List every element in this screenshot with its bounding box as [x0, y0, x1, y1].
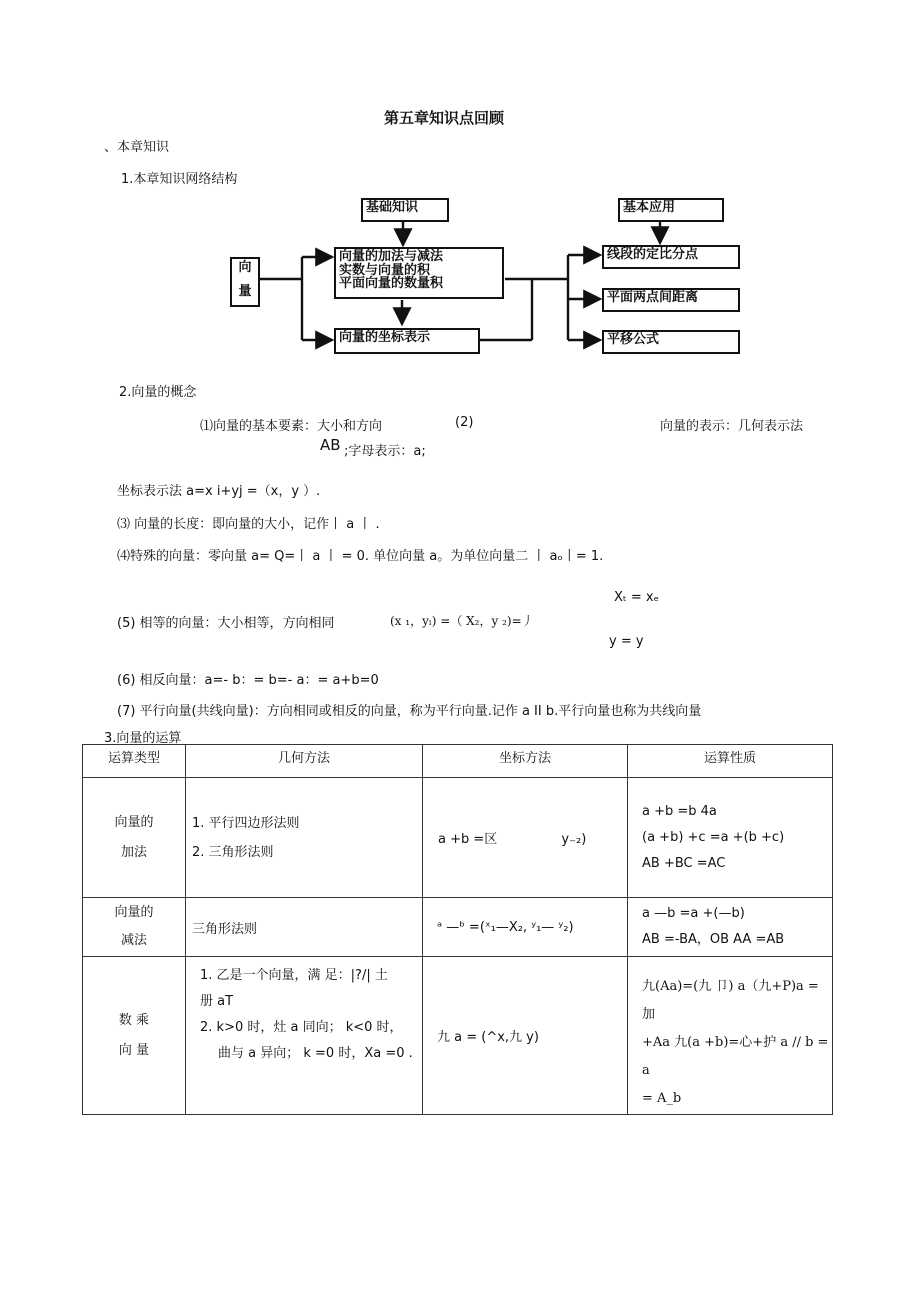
add-coord-part2: y₋₂)	[561, 832, 587, 847]
sub-type	[83, 898, 186, 957]
header-properties: 运算性质	[628, 745, 833, 778]
sub-coordinate: ᵃ —ᵇ =(ˣ₁—X₂, ʸ₁— ʸ₂)	[423, 898, 628, 957]
add-prop-2: (a +b) +c =a +(b +c)	[642, 829, 785, 845]
sub-type-line1: 向量的	[114, 905, 154, 920]
operations-box	[334, 247, 504, 299]
add-coordinate	[423, 778, 628, 898]
mul-type	[83, 957, 186, 1115]
mul-geo-line2: 册 aT	[200, 994, 234, 1009]
mul-prop-2: +Aa 九(a +b)=心+护 a // b = a	[642, 1035, 829, 1078]
table-header-row	[83, 745, 833, 778]
mul-geometric	[186, 957, 423, 1115]
ab-symbol: AB	[320, 436, 341, 454]
sub-prop-1: a —b =a +(—b)	[642, 906, 745, 921]
mul-type-line1: 数 乘	[118, 1012, 150, 1028]
sub-geometric: 三角形法则	[186, 898, 423, 957]
vector-box-char2: 量	[238, 283, 252, 299]
section-point-box: 线段的定比分点	[602, 245, 740, 269]
header-type: 运算类型	[83, 745, 186, 778]
operations-line3: 平面向量的数量积	[339, 276, 444, 292]
add-geo-line2: 2. 三角形法则	[192, 844, 274, 860]
concept-5-coords: (x ₁，yₗ) =（ X₂，y ₂)=丿	[390, 614, 534, 628]
mul-prop-1: 九(Aa)=(九 卩) a（九+P)a =加	[642, 979, 819, 1022]
letter-representation: ;字母表示：a;	[344, 444, 426, 459]
add-geometric	[186, 778, 423, 898]
basic-knowledge-box: 基础知识	[361, 198, 449, 222]
translation-box: 平移公式	[602, 330, 740, 354]
add-type-line1: 向量的	[114, 814, 154, 830]
add-geo-line1: 1. 平行四边形法则	[192, 815, 300, 831]
sub-type-line2: 减法	[120, 933, 147, 948]
mul-type-line2: 向 量	[118, 1042, 150, 1058]
add-prop-3: AB +BC =AC	[642, 855, 726, 871]
header-coordinate: 坐标方法	[423, 745, 628, 778]
sub-prop-2: AB =-BA，OB AA =AB	[642, 932, 785, 947]
concept-2: 向量的表示：几何表示法	[660, 419, 804, 434]
sub-properties	[628, 898, 833, 957]
add-properties	[628, 778, 833, 898]
header-geometric: 几何方法	[186, 745, 423, 778]
basic-application-box: 基本应用	[618, 198, 724, 222]
concept-2-number: (2)	[455, 415, 474, 430]
vector-box	[230, 257, 260, 307]
page-title: 第五章知识点回顾	[384, 109, 505, 127]
section-heading: 、本章知识	[104, 140, 170, 155]
concept-6: (6) 相反向量：a=- b：= b=- a：= a+b=0	[117, 673, 379, 688]
distance-box: 平面两点间距离	[602, 288, 740, 312]
coordinate-box: 向量的坐标表示	[334, 328, 480, 354]
concept-3: ⑶ 向量的长度：即向量的大小，记作丨 a 丨 .	[117, 517, 380, 532]
add-type	[83, 778, 186, 898]
operations-line2: 实数与向量的积	[339, 262, 431, 278]
coordinate-representation: 坐标表示法 a=x i+yj =（x，y ）.	[117, 484, 321, 499]
table-row	[83, 957, 833, 1115]
concept-heading: 2.向量的概念	[119, 385, 197, 400]
network-diagram-lines	[0, 0, 920, 380]
operations-table	[82, 744, 833, 1115]
mul-properties	[628, 957, 833, 1115]
concept-5: (5) 相等的向量：大小相等，方向相同	[117, 616, 335, 631]
concept-1: ⑴向量的基本要素：大小和方向	[200, 419, 383, 434]
concept-4: ⑷特殊的向量：零向量 a= Q=丨 a 丨 = 0. 单位向量 a。为单位向量二 丨 aₒ丨= 1.	[117, 549, 604, 564]
equal-eq-1: Xₜ = xₑ	[614, 590, 660, 605]
add-type-line2: 加法	[120, 844, 147, 860]
operations-line1: 向量的加法与减法	[339, 249, 444, 264]
vector-box-char1: 向	[238, 260, 252, 275]
mul-prop-3: = A_b	[642, 1091, 682, 1106]
table-row	[83, 778, 833, 898]
concept-7: (7) 平行向量(共线向量)：方向相同或相反的向量，称为平行向量.记作 a II b.平行向量也称为共线向量	[117, 704, 702, 719]
mul-coordinate: 九 a = (^x,九 y)	[423, 957, 628, 1115]
mul-geo-line3: 2. k>0 时，灶 a 同向； k<0 时，	[200, 1020, 403, 1035]
table-row	[83, 898, 833, 957]
subsection-heading: 1.本章知识网络结构	[121, 172, 238, 187]
equal-eq-2: y = y	[609, 634, 644, 649]
add-prop-1: a +b =b 4a	[642, 803, 717, 819]
mul-geo-line4: 曲与 a 异向； k =0 时，Xa =0 .	[218, 1046, 413, 1061]
add-coord-part1: a +b =区	[438, 832, 498, 847]
operations-heading: 3.向量的运算	[104, 731, 182, 746]
mul-geo-line1: 1. 乙是一个向量，满 足：|?/| 土	[200, 968, 388, 983]
